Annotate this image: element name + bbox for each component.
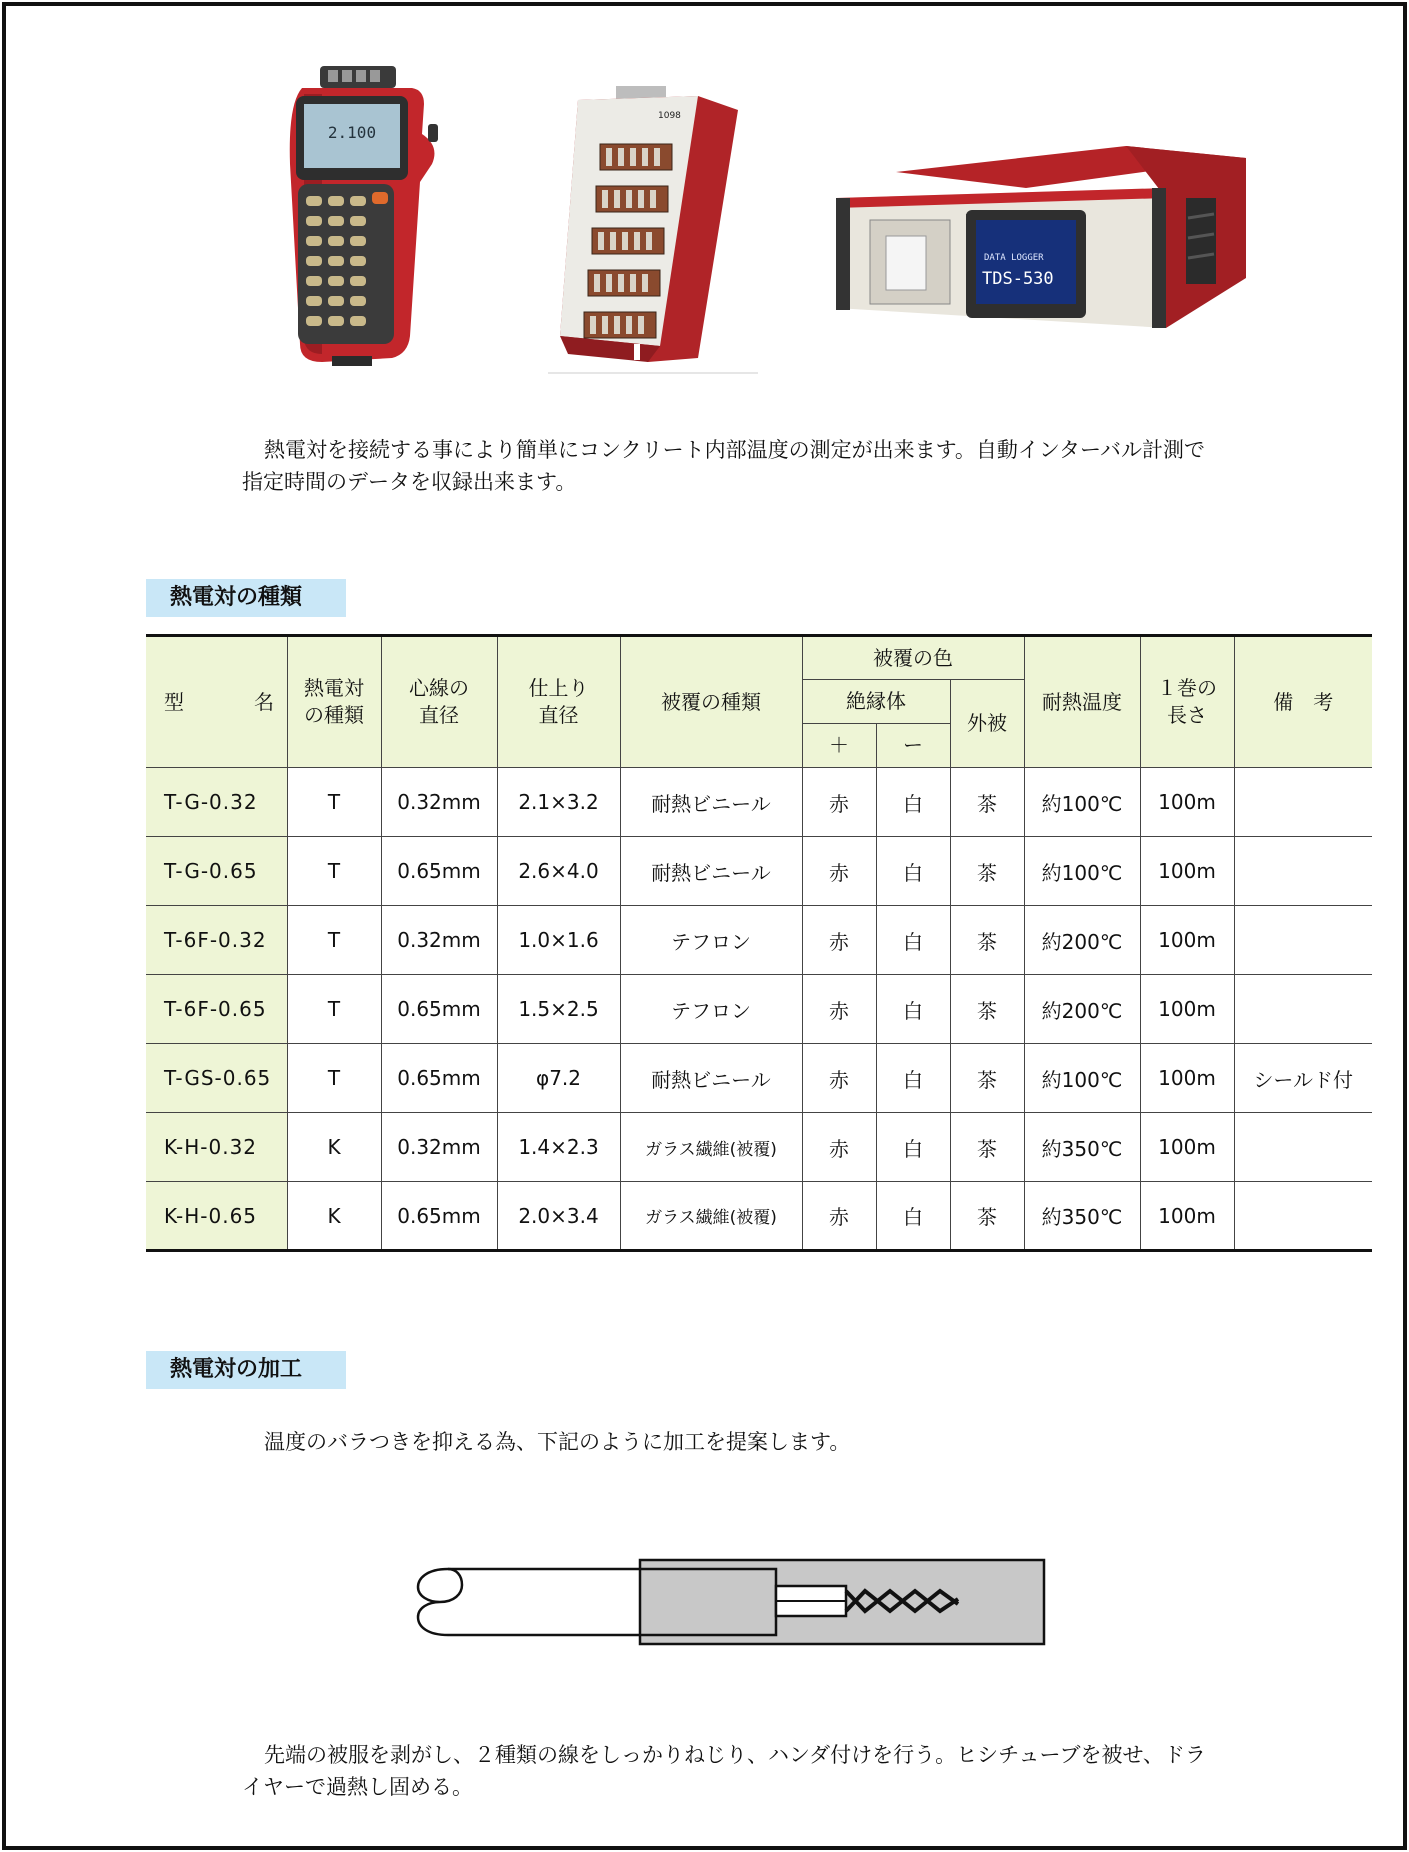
cell-outer: 茶 — [950, 837, 1024, 906]
cell-plus: 赤 — [802, 1113, 876, 1182]
cell-length: 100m — [1140, 1182, 1234, 1251]
header-tc-type: 熱電対 の種類 — [287, 636, 381, 768]
intro-line-2: 指定時間のデータを収録出来ます。 — [242, 470, 577, 494]
header-remarks: 備 考 — [1234, 636, 1372, 768]
cell-heat: 約200℃ — [1024, 906, 1140, 975]
cell-coating: テフロン — [620, 975, 802, 1044]
cell-remarks — [1234, 906, 1372, 975]
header-heat-resistance: 耐熱温度 — [1024, 636, 1140, 768]
cell-outer: 茶 — [950, 768, 1024, 837]
header-outer-sheath: 外被 — [950, 680, 1024, 768]
final-instruction-text — [242, 1739, 1282, 1803]
cell-model: T-G-0.65 — [146, 837, 287, 906]
cell-minus: 白 — [876, 1182, 950, 1251]
cell-type: T — [287, 975, 381, 1044]
cell-outer: 茶 — [950, 1182, 1024, 1251]
header-minus: ー — [876, 724, 950, 768]
handheld-data-logger-photo — [282, 64, 454, 370]
final-line-2: イヤーで過熱し固める。 — [242, 1775, 473, 1799]
processing-proposal-text: 温度のバラつきを抑える為、下記のように加工を提案します。 — [264, 1430, 851, 1454]
cell-core: 0.65mm — [381, 1182, 497, 1251]
cell-remarks — [1234, 768, 1372, 837]
cell-coating: ガラス繊維(被覆) — [620, 1182, 802, 1251]
cell-type: T — [287, 837, 381, 906]
cell-type: T — [287, 1044, 381, 1113]
cell-minus: 白 — [876, 768, 950, 837]
cell-heat: 約350℃ — [1024, 1113, 1140, 1182]
cell-finish: 1.0×1.6 — [497, 906, 620, 975]
cell-type: T — [287, 906, 381, 975]
cell-remarks: シールド付 — [1234, 1044, 1372, 1113]
cell-model: T-6F-0.32 — [146, 906, 287, 975]
cell-core: 0.65mm — [381, 1044, 497, 1113]
cell-length: 100m — [1140, 837, 1234, 906]
cell-heat: 約100℃ — [1024, 837, 1140, 906]
cell-finish: 2.6×4.0 — [497, 837, 620, 906]
tds-530-data-logger-photo — [836, 138, 1246, 338]
cell-heat: 約100℃ — [1024, 768, 1140, 837]
table-row — [146, 975, 1372, 1044]
table-row — [146, 768, 1372, 837]
cell-plus: 赤 — [802, 1044, 876, 1113]
cell-model: T-G-0.32 — [146, 768, 287, 837]
header-insulator: 絶縁体 — [802, 680, 950, 724]
cell-type: K — [287, 1113, 381, 1182]
cell-core: 0.65mm — [381, 837, 497, 906]
cell-remarks — [1234, 975, 1372, 1044]
cell-model: T-6F-0.65 — [146, 975, 287, 1044]
cell-remarks — [1234, 837, 1372, 906]
table-row — [146, 1182, 1372, 1251]
cell-outer: 茶 — [950, 906, 1024, 975]
logger-screen-line2: TDS-530 — [982, 269, 1054, 289]
cell-minus: 白 — [876, 837, 950, 906]
header-coating-type: 被覆の種類 — [620, 636, 802, 768]
header-roll-length: １巻の 長さ — [1140, 636, 1234, 768]
cell-model: K-H-0.32 — [146, 1113, 287, 1182]
cell-coating: 耐熱ビニール — [620, 1044, 802, 1113]
intro-line-1: 熱電対を接続する事により簡単にコンクリート内部温度の測定が出来ます。自動インターバル計測で — [264, 438, 1206, 462]
cell-type: K — [287, 1182, 381, 1251]
cell-core: 0.32mm — [381, 906, 497, 975]
switch-box-photo — [548, 86, 758, 376]
cell-length: 100m — [1140, 768, 1234, 837]
header-plus: ＋ — [802, 724, 876, 768]
cell-minus: 白 — [876, 1113, 950, 1182]
cell-plus: 赤 — [802, 906, 876, 975]
cell-plus: 赤 — [802, 975, 876, 1044]
header-core-diameter: 心線の 直径 — [381, 636, 497, 768]
cell-plus: 赤 — [802, 768, 876, 837]
intro-text — [242, 434, 1282, 498]
table-row — [146, 837, 1372, 906]
table-row — [146, 906, 1372, 975]
cell-minus: 白 — [876, 975, 950, 1044]
cell-outer: 茶 — [950, 975, 1024, 1044]
cell-minus: 白 — [876, 1044, 950, 1113]
cell-outer: 茶 — [950, 1044, 1024, 1113]
cell-coating: ガラス繊維(被覆) — [620, 1113, 802, 1182]
cell-plus: 赤 — [802, 1182, 876, 1251]
cell-minus: 白 — [876, 906, 950, 975]
cell-model: K-H-0.65 — [146, 1182, 287, 1251]
handheld-screen-text: 2.100 — [327, 123, 377, 142]
cell-model: T-GS-0.65 — [146, 1044, 287, 1113]
cell-finish: 1.5×2.5 — [497, 975, 620, 1044]
cell-finish: φ7.2 — [497, 1044, 620, 1113]
header-model: 型 名 — [146, 636, 287, 768]
logger-screen-line1: DATA LOGGER — [984, 253, 1044, 263]
cell-heat: 約350℃ — [1024, 1182, 1140, 1251]
cell-core: 0.65mm — [381, 975, 497, 1044]
cell-core: 0.32mm — [381, 768, 497, 837]
thermocouple-processing-diagram — [410, 1549, 1050, 1653]
cell-outer: 茶 — [950, 1113, 1024, 1182]
cell-length: 100m — [1140, 1113, 1234, 1182]
cell-plus: 赤 — [802, 837, 876, 906]
header-coating-color: 被覆の色 — [802, 636, 1024, 680]
section-heading-thermocouple-types: 熱電対の種類 — [146, 579, 346, 617]
cell-remarks — [1234, 1182, 1372, 1251]
table-row — [146, 1044, 1372, 1113]
switch-box-label: 1098 — [658, 111, 681, 121]
header-finish-diameter: 仕上り 直径 — [497, 636, 620, 768]
table-row — [146, 1113, 1372, 1182]
cell-core: 0.32mm — [381, 1113, 497, 1182]
cell-finish: 2.0×3.4 — [497, 1182, 620, 1251]
cell-finish: 2.1×3.2 — [497, 768, 620, 837]
cell-length: 100m — [1140, 1044, 1234, 1113]
final-line-1: 先端の被服を剥がし、２種類の線をしっかりねじり、ハンダ付けを行う。ヒシチューブを被せ、ドラ — [264, 1743, 1206, 1767]
cell-finish: 1.4×2.3 — [497, 1113, 620, 1182]
cell-coating: 耐熱ビニール — [620, 837, 802, 906]
cell-remarks — [1234, 1113, 1372, 1182]
cell-heat: 約200℃ — [1024, 975, 1140, 1044]
cell-coating: 耐熱ビニール — [620, 768, 802, 837]
cell-heat: 約100℃ — [1024, 1044, 1140, 1113]
catalog-page — [2, 2, 1407, 1850]
cell-length: 100m — [1140, 906, 1234, 975]
thermocouple-types-table — [146, 634, 1372, 1252]
cell-type: T — [287, 768, 381, 837]
section-heading-thermocouple-processing: 熱電対の加工 — [146, 1351, 346, 1389]
cell-length: 100m — [1140, 975, 1234, 1044]
cell-coating: テフロン — [620, 906, 802, 975]
